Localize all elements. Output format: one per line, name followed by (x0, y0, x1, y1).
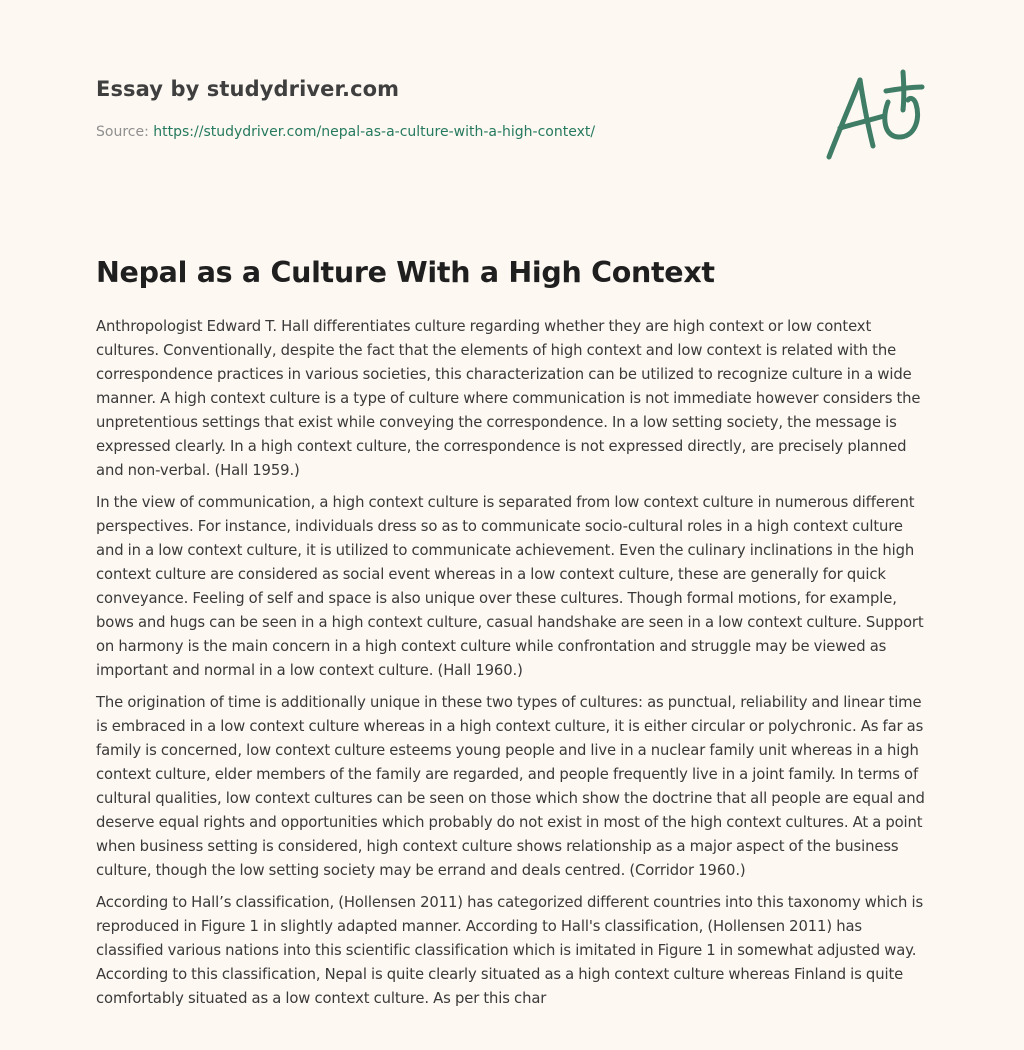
essay-body (96, 315, 928, 1019)
a-plus-logo-icon (824, 66, 928, 166)
source-line (96, 124, 595, 140)
essay-paragraph: According to Hall’s classification, (Hollensen 2011) has categorized different countries into this taxonomy which is reproduced in Figure 1 in slightly adapted manner. According to Hall's classification, (Hollensen 2011) has classified various nations into this scientific classification which is imitated in Figure 1 in somewhat adjusted way. According to this classification, Nepal is quite clearly situated as a high context culture whereas Finland is quite comfortably situated as a low context culture. As per this char (96, 894, 924, 1007)
essay-paragraph: The origination of time is additionally unique in these two types of cultures: as punctual, reliability and linear time is embraced in a low context culture whereas in a high context culture, it is either circular or polychronic. As far as family is concerned, low context culture esteems young people and live in a nuclear family unit whereas in a high context culture, elder members of the family are regarded, and people frequently live in a joint family. In terms of cultural qualities, low context cultures can be seen on those which show the doctrine that all people are equal and deserve equal rights and opportunities which probably do not exist in most of the high context cultures. At a point when business setting is considered, high context culture shows relationship as a major aspect of the business culture, though the low setting society may be errand and deals centred. (Corridor 1960.) (96, 694, 925, 879)
site-header (96, 0, 928, 170)
essay-title: Nepal as a Culture With a High Context (96, 256, 715, 289)
source-label: Source: (96, 124, 154, 140)
source-link[interactable]: https://studydriver.com/nepal-as-a-culture-with-a-high-context/ (153, 124, 596, 140)
essay-paragraph: In the view of communication, a high context culture is separated from low context culture in numerous different perspectives. For instance, individuals dress so as to communicate socio-cultural roles in a high context culture and in a low context culture, it is utilized to communicate achievement. Even the culinary inclinations in the high context culture are considered as social event whereas in a low context culture, these are generally for quick conveyance. Feeling of self and space is also unique over these cultures. Though formal motions, for example, bows and hugs can be seen in a high context culture, casual handshake are seen in a low context culture. Support on harmony is the main concern in a high context culture while confrontation and struggle may be viewed as important and normal in a low context culture. (Hall 1960.) (96, 494, 924, 679)
brand-name: Essay by studydriver.com (96, 77, 400, 101)
a-plus-logo-svg (824, 66, 928, 166)
essay-paragraph: Anthropologist Edward T. Hall differentiates culture regarding whether they are high context or low context cultures. Conventionally, despite the fact that the elements of high context and low context is related with the correspondence practices in various societies, this characterization can be utilized to recognize culture in a wide manner. A high context culture is a type of culture where communication is not immediate however considers the unpretentious settings that exist while conveying the correspondence. In a low setting society, the message is expressed clearly. In a high context culture, the correspondence is not expressed directly, are precisely planned and non-verbal. (Hall 1959.) (96, 318, 921, 479)
